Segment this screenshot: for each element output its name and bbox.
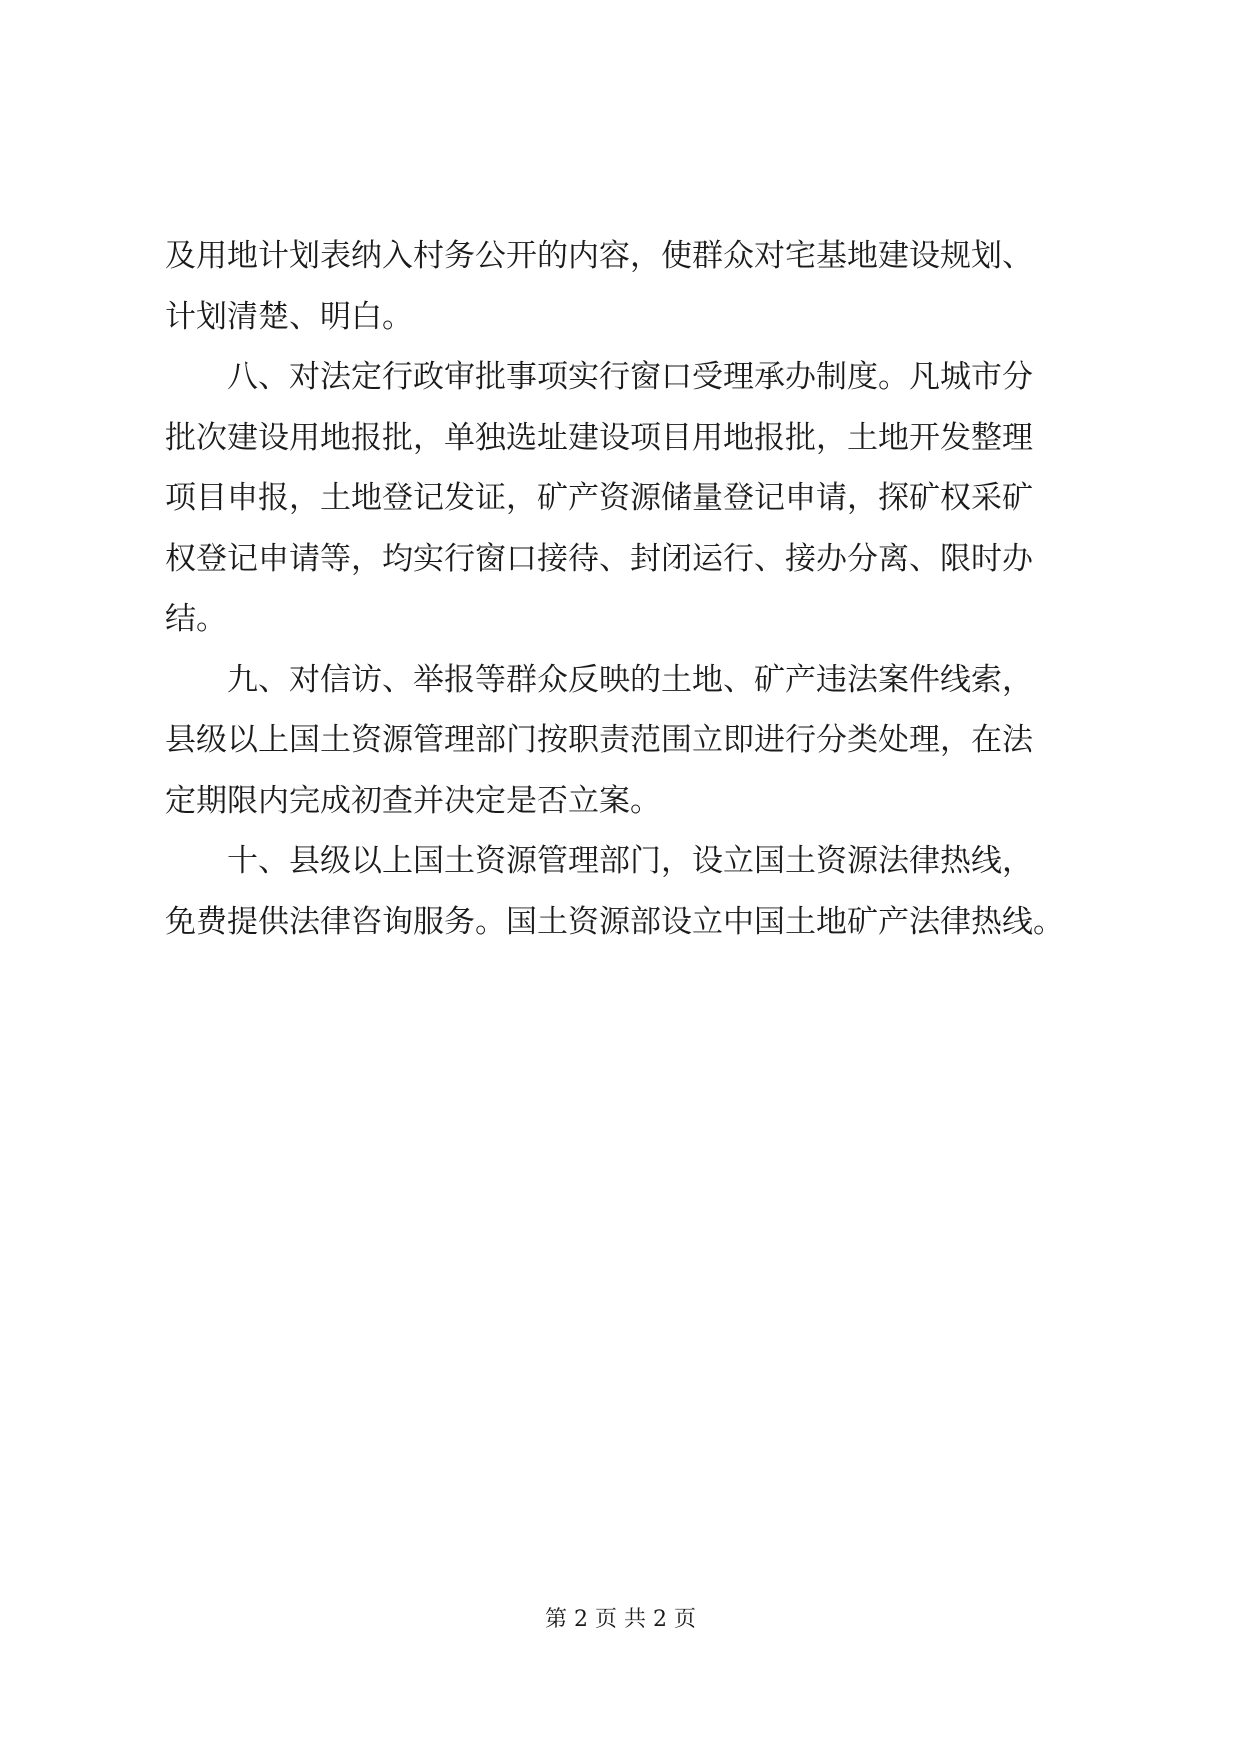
page-number-footer: 第 2 页 共 2 页 <box>545 1607 696 1632</box>
text-line: 免费提供法律咨询服务。国土资源部设立中国土地矿产法律热线。 <box>165 903 1064 940</box>
text-line: 县级以上国土资源管理部门按职责范围立即进行分类处理，在法 <box>165 722 1033 758</box>
text-line: 十、县级以上国土资源管理部门，设立国土资源法律热线， <box>165 843 1033 879</box>
text-line: 八、对法定行政审批事项实行窗口受理承办制度。凡城市分 <box>165 359 1033 395</box>
text-line: 结。 <box>165 601 227 637</box>
text-line: 计划清楚、明白。 <box>165 298 413 335</box>
document-body <box>165 226 1100 952</box>
text-line: 项目申报，土地登记发证，矿产资源储量登记申请，探矿权采矿 <box>165 480 1033 516</box>
text-line: 九、对信访、举报等群众反映的土地、矿产违法案件线索， <box>165 661 1033 698</box>
text-line: 定期限内完成初查并决定是否立案。 <box>165 782 661 819</box>
text-line: 及用地计划表纳入村务公开的内容，使群众对宅基地建设规划、 <box>165 238 1033 274</box>
text-line: 权登记申请等，均实行窗口接待、封闭运行、接办分离、限时办 <box>165 540 1033 577</box>
text-line: 批次建设用地报批，单独选址建设项目用地报批，土地开发整理 <box>165 419 1033 456</box>
